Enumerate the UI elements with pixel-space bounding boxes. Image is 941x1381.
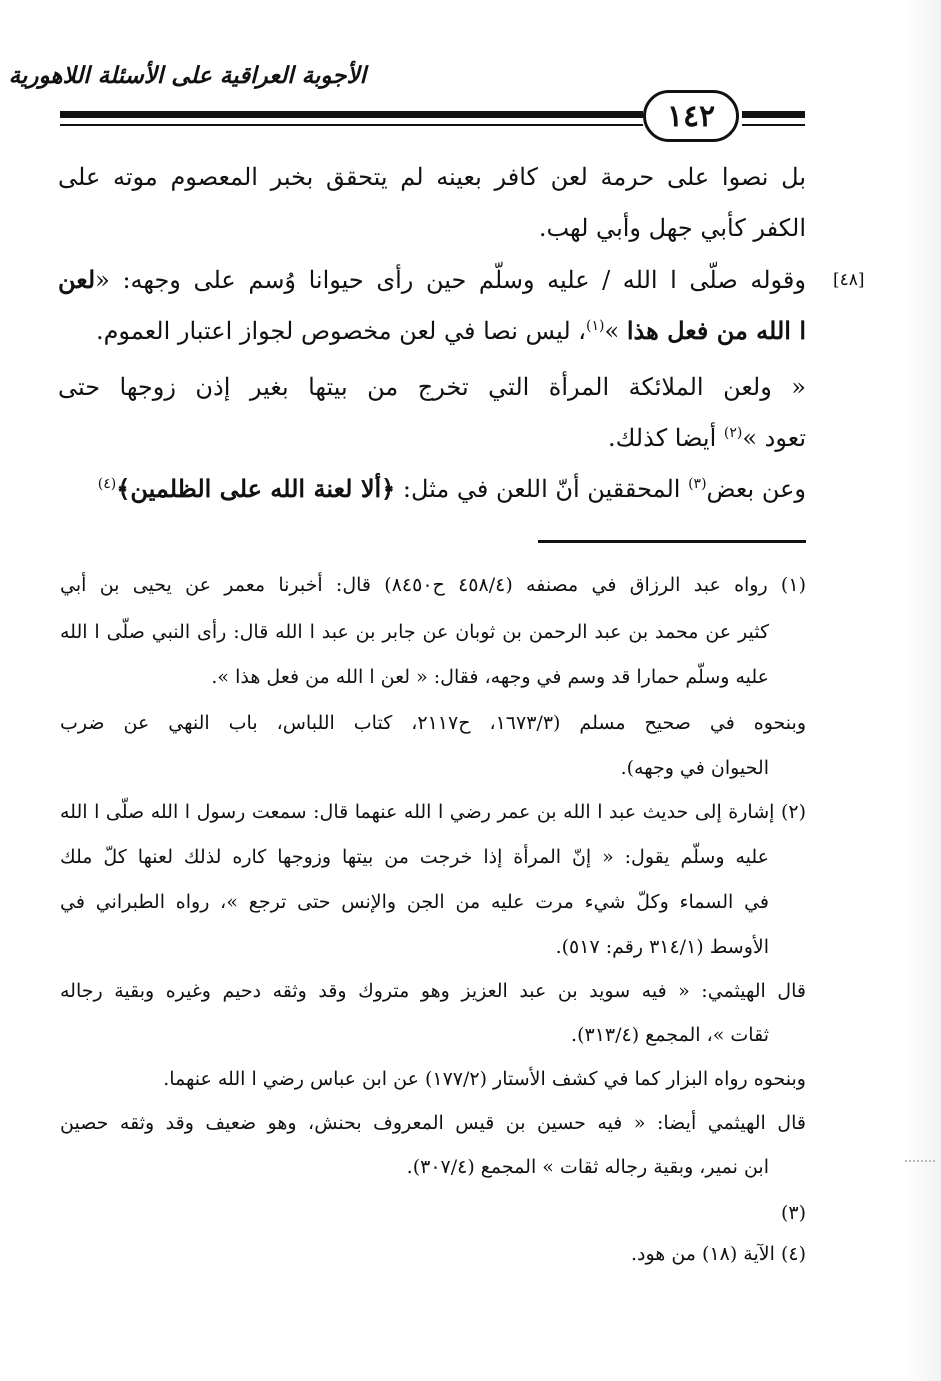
header-rule-thick-left <box>60 111 643 118</box>
page-number: ١٤٢ <box>666 98 716 134</box>
hadith-intro: وقوله صلّى ا الله / عليه وسلّم حين رأى حيوانا وُسم على وجهه: « <box>95 266 806 294</box>
main-line-7 <box>58 474 806 503</box>
footnote-2-line-4: الأوسط (٣١٤/١ رقم: ٥١٧). <box>555 936 769 958</box>
quran-verse: ﴿ألا لعنة الله على الظلمين﴾ <box>116 474 396 503</box>
footnote-ref-3: (٣) <box>688 476 707 492</box>
main-line-2: الكفر كأبي جهل وأبي لهب. <box>538 214 806 242</box>
footnote-4: (٤) الآية (١٨) من هود. <box>630 1243 806 1265</box>
page-number-badge <box>643 90 739 142</box>
main-line-7-start: وعن بعض <box>706 475 806 503</box>
footnote-2-line-8: قال الهيثمي أيضا: « فيه حسين بن قيس المعروف بحنش، وهو ضعيف وقد وثقه حصين <box>60 1112 806 1134</box>
hadith-text-end: ا الله من فعل هذا <box>626 316 806 345</box>
footnote-ref-1: (١) <box>586 318 605 334</box>
main-line-6-rest: أيضا كذلك. <box>607 424 724 452</box>
footnote-2-line-9: ابن نمير، وبقية رجاله ثقات » المجمع (٣٠٧/٤). <box>406 1156 769 1178</box>
footnote-1-line-2: كثير عن محمد بن عبد الرحمن بن ثوبان عن جابر بن عبد ا الله قال: رأى النبي صلّى ا الله <box>60 621 769 643</box>
footnote-2-line-3: في السماء وكلّ شيء مرت عليه من الجن والإنس حتى ترجع »، رواه الطبراني في <box>60 891 769 913</box>
footnote-1-line-1: (١) رواه عبد الرزاق في مصنفه (٤٥٨/٤ ح٨٤٥٠) قال: أخبرنا معمر عن يحيى بن أبي <box>60 574 806 596</box>
footnote-separator <box>538 540 806 543</box>
main-line-6 <box>58 424 806 452</box>
main-line-1: بل نصوا على حرمة لعن كافر بعينه لم يتحقق بخبر المعصوم موته على <box>58 163 806 191</box>
footnote-2-line-6: ثقات »، المجمع (٣١٣/٤). <box>571 1024 769 1046</box>
footnote-3: (٣) <box>780 1202 806 1224</box>
footnote-ref-2: (٢) <box>723 425 743 441</box>
scan-speck <box>905 1160 935 1164</box>
footnote-1-line-3: عليه وسلّم حمارا قد وسم في وجهه، فقال: « لعن ا الله من فعل هذا ». <box>211 666 769 688</box>
hadith-text-start: لعن <box>58 265 96 294</box>
header-rule-thick-right <box>742 111 805 118</box>
quote-close: » <box>604 317 620 345</box>
header-rule-thin-right <box>742 124 805 126</box>
hadith-2-end: تعود » <box>742 424 806 452</box>
main-line-3 <box>58 265 806 294</box>
footnote-2-line-7: وبنحوه رواه البزار كما في كشف الأستار (١٧٧/٢) عن ابن عباس رضي ا الله عنهما. <box>163 1068 806 1090</box>
page-edge-shade <box>906 0 941 1381</box>
footnote-1-line-5: الحيوان في وجهه). <box>620 757 769 779</box>
footnote-2-line-2: عليه وسلّم يقول: « إنّ المرأة إذا خرجت من بيتها وزوجها كاره لذلك لعنها كلّ ملك <box>60 846 769 868</box>
main-line-7-mid: المحققين أنّ اللعن في مثل: <box>395 475 689 503</box>
main-line-4-rest: ، ليس نصا في لعن مخصوص لجواز اعتبار العموم. <box>95 317 587 345</box>
footnote-2-line-1: (٢) إشارة إلى حديث عبد ا الله بن عمر رضي ا الله عنهما قال: سمعت رسول ا الله صلّى ا الله <box>60 801 806 823</box>
marginal-reference: [٤٨] <box>833 270 865 290</box>
footnote-ref-4: (٤) <box>97 476 117 492</box>
main-line-5: « ولعن الملائكة المرأة التي تخرج من بيتها بغير إذن زوجها حتى <box>58 373 806 401</box>
running-title: الأجوبة العراقية على الأسئلة اللاهورية <box>8 62 366 89</box>
footnote-1-line-4: وبنحوه في صحيح مسلم (١٦٧٣/٣، ح٢١١٧، كتاب اللباس، باب النهي عن ضرب <box>60 712 806 734</box>
main-line-4 <box>58 316 806 345</box>
header-rule-thin-left <box>60 124 643 126</box>
footnote-2-line-5: قال الهيثمي: « فيه سويد بن عبد العزيز وهو متروك وقد وثقه دحيم وغيره وبقية رجاله <box>60 980 806 1002</box>
